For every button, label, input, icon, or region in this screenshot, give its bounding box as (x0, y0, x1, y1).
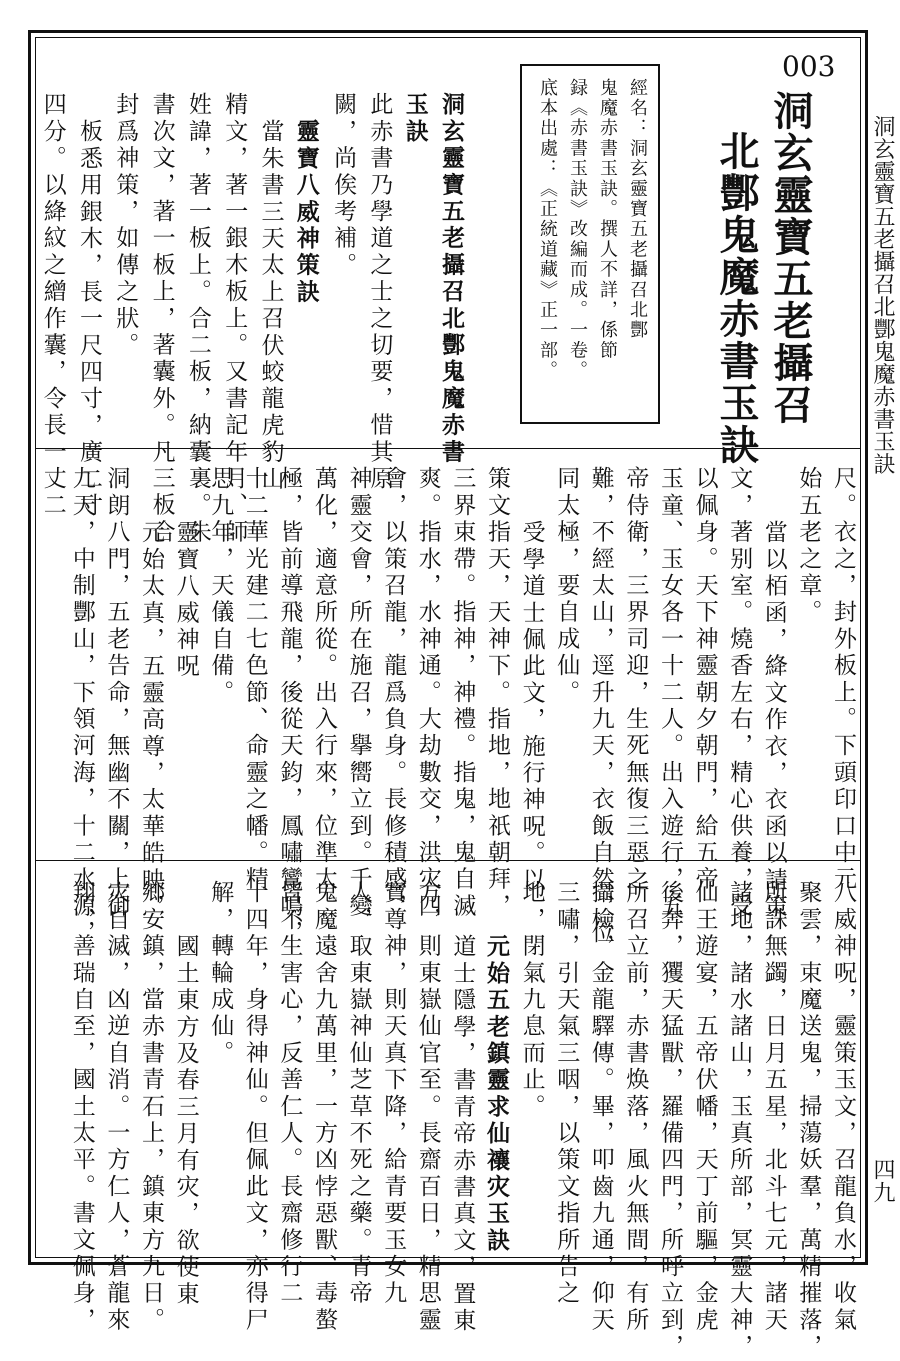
text-column: 人，取東嶽神仙芝草不死之藥。青帝 (345, 880, 372, 1308)
text-column: 玉童、玉女各一十二人。出入遊行，五 (657, 466, 683, 920)
text-column: 八威神呪，靈策玉文，召龍負水，收氣 (830, 880, 856, 1334)
text-column: 當朱書三天太上召伏蛟龍虎豹山 (257, 119, 284, 493)
text-column: 同太極，要自成仙。 (553, 466, 580, 707)
text-column: 靈寶八威神策訣 (292, 119, 320, 306)
text-column: 文，著别室。燒香左右，精心供養，受 (726, 466, 753, 920)
text-column: 解，轉輪成仙。 (207, 880, 234, 1067)
text-column: 地，閉氣九息而止。 (518, 880, 545, 1121)
text-column: 灾自滅，凶逆自消。一方仁人，蒼龍來 (103, 880, 130, 1334)
text-column: 靈寶八威神呪 (172, 520, 199, 681)
text-column: 書次文，著一板上，著囊外。凡三板合 (148, 92, 175, 546)
text-column: 國土東方及春三月有灾，欲使東 (172, 934, 199, 1308)
text-column: 此赤書乃學道之士之切要，惜其原 (366, 92, 393, 493)
text-column: 神靈交會，所在施召，擧嚮立到。千變 (345, 466, 372, 920)
text-column: 極，皆前導飛龍，後從天鈞，鳳嘯鸞鳴， (276, 466, 303, 947)
text-column: 所召立前，赤書焕落，風火無間，有所 (622, 880, 649, 1334)
text-column: 寶尊神，則天真下降，給青要玉女九 (380, 880, 407, 1308)
text-column: 封爲神策，如傳之狀。 (112, 92, 139, 359)
text-column: 會，以策召龍，龍爲負身。長修積感， (380, 466, 407, 920)
document-title-line-2: 北酆鬼魔赤書玉訣 (713, 130, 760, 466)
text-column: 尺。衣之，封外板上。下頭印口中元 (830, 466, 856, 894)
document-number: 003 (782, 50, 836, 83)
document-title-line-1: 洞玄靈寶五老攝召 (767, 90, 814, 426)
text-column: 元始五老鎮靈求仙禳灾玉訣 (483, 934, 510, 1255)
text-column: 後奔，玃天猛獸，羅備四門，所呼立到， (657, 880, 683, 1361)
text-column: 當以栢函，絳文作衣，衣函以請策 (760, 520, 787, 921)
text-column: 思九年，天儀自備。 (207, 466, 234, 707)
running-head: 洞玄靈寶五老攝召北酆鬼魔赤書玉訣 (870, 115, 895, 475)
text-column: 鄉安鎮，當赤書青石上，鎮東方九日。 (138, 880, 164, 1334)
note-line: 底本出處：《正統道藏》正一部。 (537, 78, 558, 381)
text-column: 翔，善瑞自至，國土太平。書文佩身， (68, 880, 95, 1334)
note-line: 鬼魔赤書玉訣。撰人不詳，係節 (597, 78, 618, 361)
text-column: 三嘯，引天氣三咽，以策文指所告之 (553, 880, 580, 1308)
text-column: 十二華光建二七色節、命靈之幡。精 (241, 466, 268, 894)
text-column: 仙王遊宴，五帝伏幡，天丁前驅，金虎 (691, 880, 718, 1334)
note-box (520, 64, 660, 424)
text-column: 諸地，諸水諸山，玉真所部，冥靈大神， (726, 880, 753, 1361)
text-column: 難，不經太山，逕升九天，衣飯自然，位 (587, 466, 614, 947)
text-column: 板悉用銀木，長一尺四寸，廣二寸 (76, 119, 102, 520)
text-column: 洞朗八門，五老告命，無幽不關，上御 (103, 466, 130, 920)
text-column: 爽。指水，水神通。大劫數交，洪灾四 (414, 466, 441, 920)
text-column: 姓諱，著一板上。合二板，納囊裏。朱 (184, 92, 211, 546)
text-column: 闕，尚俟考補。 (330, 92, 357, 279)
note-line: 録《赤書玉訣》改編而成。一卷。 (567, 78, 588, 381)
note-line: 經名：洞玄靈寶五老攝召北酆 (627, 78, 648, 341)
text-column: 策文指天，天神下。指地，地祇朝拜， (484, 466, 510, 920)
text-column: 鬼魔遠舍九萬里，一方凶悖惡獸、毒螯 (311, 880, 337, 1334)
text-column: 精文，著一銀木板上。又書記年月、師 (221, 92, 248, 546)
text-column: 十四年，身得神仙。但佩此文，亦得尸 (241, 880, 268, 1334)
text-column: 聚雲，束魔送鬼，掃蕩妖羣，萬精摧落， (795, 880, 822, 1361)
text-column: 玉訣 (401, 92, 429, 146)
page-number: 四九 (870, 1158, 895, 1204)
text-column: 道士隱學，書青帝赤書真文，置東 (449, 934, 476, 1335)
text-column: 攝檢，金龍驛傳。畢，叩齒九通，仰天 (587, 880, 614, 1334)
text-column: 四分。以絳紋之繒作囊，令長一丈二 (39, 92, 66, 520)
text-column: 萬化，適意所從。出入行來，位準太 (311, 466, 337, 894)
text-column: 九天，中制酆山，下領河海，十二水源， (68, 466, 95, 947)
text-column: 皆不生害心，反善仁人。長齋修行二 (276, 880, 303, 1308)
text-column: 洞玄靈寶五老攝召北酆鬼魔赤書 (438, 92, 465, 466)
text-column: 方，則東嶽仙官至。長齋百日，精思靈 (414, 880, 441, 1334)
text-column: 以佩身。天下神靈朝夕朝門，給五帝 (691, 466, 718, 894)
text-column: 帝侍衛，三界司迎，生死無復三惡之 (622, 466, 649, 894)
text-column: 始五老之章。 (795, 466, 822, 627)
text-column: 三界束帶。指神，神禮。指鬼，鬼自滅 (449, 466, 476, 920)
text-column: 受學道士佩此文，施行神呪。以 (518, 520, 545, 894)
text-column: 元始太真，五靈高尊，太華皓映， (138, 520, 164, 921)
text-column: 所誅無蠲，日月五星，北斗七元，諸天 (760, 880, 787, 1334)
